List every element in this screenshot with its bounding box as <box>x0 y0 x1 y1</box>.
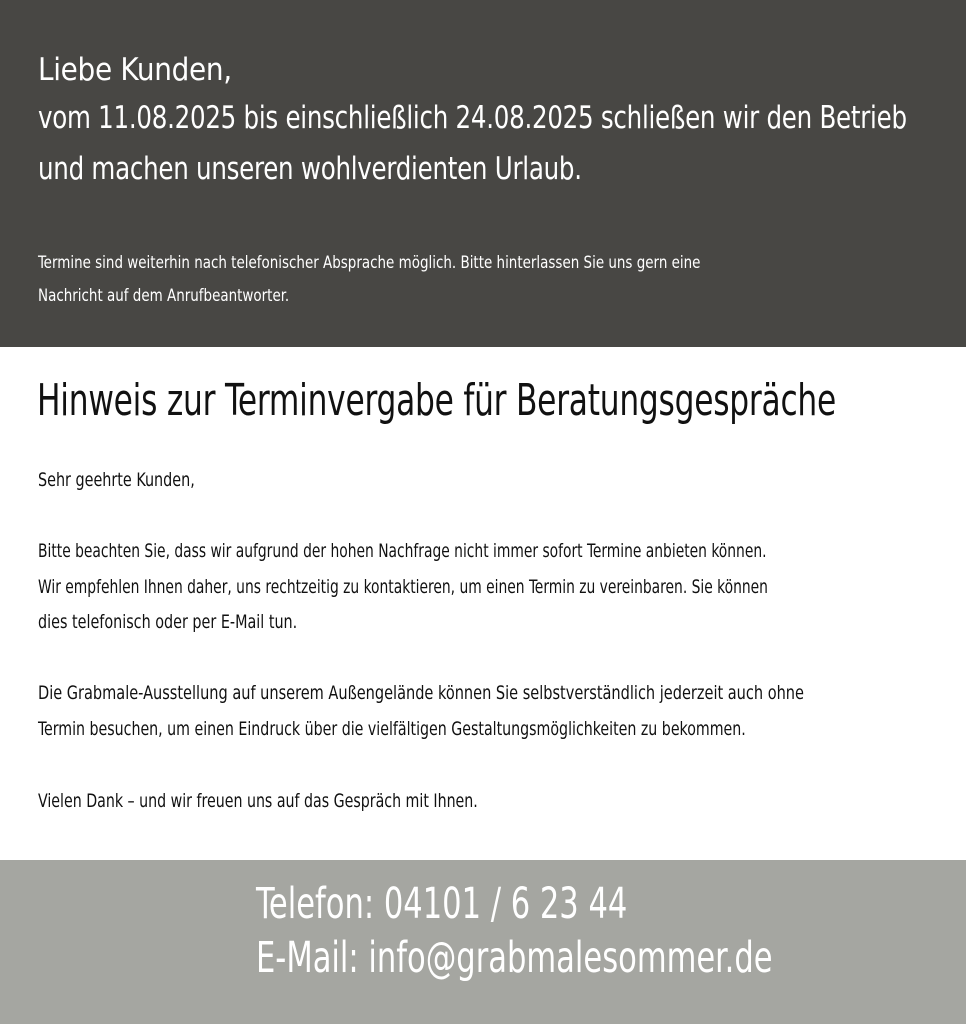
closing-line: Vielen Dank – und wir freuen uns auf das Gespräch mit Ihnen. <box>38 790 478 812</box>
salutation: Sehr geehrte Kunden, <box>38 469 195 491</box>
phone-number[interactable]: Telefon: 04101 / 6 23 44 <box>256 879 628 929</box>
page-title: Hinweis zur Terminvergabe für Beratungsgespräche <box>37 375 837 426</box>
paragraph-2-line-2: Termin besuchen, um einen Eindruck über die vielfältigen Gestaltungsmöglichkeiten zu bekommen. <box>38 718 746 740</box>
paragraph-1-line-2: Wir empfehlen Ihnen daher, uns rechtzeitig zu kontaktieren, um einen Termin zu vereinbaren. Sie können <box>38 576 768 598</box>
banner-closure-line-2: und machen unseren wohlverdienten Urlaub. <box>38 151 582 187</box>
paragraph-1-line-3: dies telefonisch oder per E-Mail tun. <box>38 611 298 633</box>
banner-closure-line-1: vom 11.08.2025 bis einschließlich 24.08.2025 schließen wir den Betrieb <box>38 100 907 136</box>
banner-greeting: Liebe Kunden, <box>38 52 232 88</box>
paragraph-1-line-1: Bitte beachten Sie, dass wir aufgrund der hohen Nachfrage nicht immer sofort Termine anbieten können. <box>38 540 767 562</box>
email-address[interactable]: E-Mail: info@grabmalesommer.de <box>256 933 773 983</box>
vacation-banner <box>0 0 966 347</box>
banner-note-line-1: Termine sind weiterhin nach telefonischer Absprache möglich. Bitte hinterlassen Sie uns gern eine <box>38 253 701 273</box>
banner-note-line-2: Nachricht auf dem Anrufbeantworter. <box>38 286 290 306</box>
paragraph-2-line-1: Die Grabmale-Ausstellung auf unserem Außengelände können Sie selbstverständlich jederzeit auch ohne <box>38 682 804 704</box>
